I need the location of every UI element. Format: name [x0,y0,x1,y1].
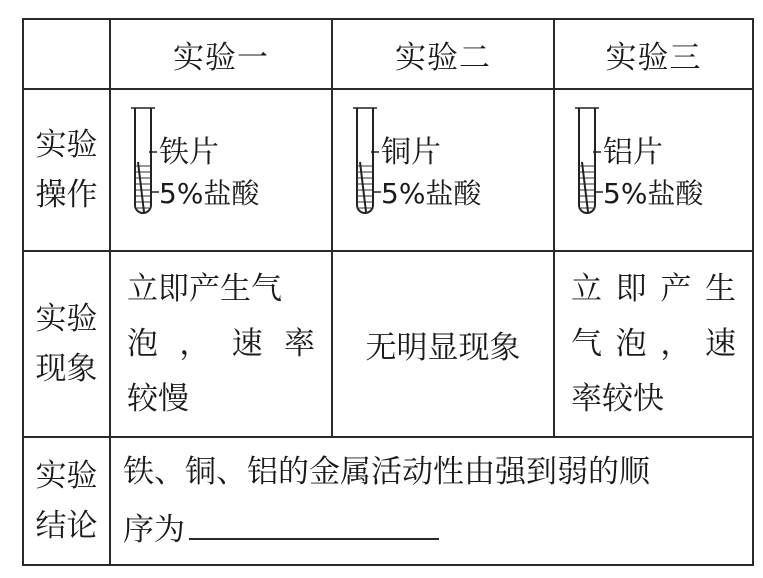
header-empty-cell [23,19,110,89]
test-tube-diagram-2 [333,90,555,250]
metal-label: 铁片 [159,135,219,170]
operation-label-line-2: 操作 [35,177,98,213]
phenomenon-cell-3 [554,251,753,437]
test-tube-icon [353,108,377,213]
phenomenon-3-line-1: 立即产生 [571,270,736,307]
phenomenon-label-line-2: 现象 [35,351,98,387]
conclusion-line-1: 铁、铜、铝的金属活动性由强到弱的顺 [123,454,650,490]
phenomenon-2-line-1: 无明显现象 [365,329,521,366]
conclusion-label-line-1: 实验 [35,458,98,494]
header-experiment-2: 实验二 [332,19,554,89]
conclusion-row-label [23,437,110,565]
operation-label-line-1: 实验 [35,127,98,163]
test-tube-diagram-1 [111,90,333,250]
test-tube-diagram-3 [555,90,754,250]
test-tube-icon [131,108,155,213]
phenomenon-1-line-2: 泡，速率 [127,325,315,362]
answer-blank-line[interactable] [189,510,439,540]
operation-row [23,89,753,251]
operation-cell-3 [554,89,753,251]
phenomenon-1-line-3: 较慢 [127,380,189,417]
conclusion-cell [110,437,753,565]
phenomenon-3-line-3: 率较快 [571,380,664,417]
header-row [23,19,753,89]
header-experiment-1: 实验一 [110,19,332,89]
conclusion-label-line-2: 结论 [35,508,98,544]
acid-label: 5%盐酸 [603,177,704,210]
header-experiment-3: 实验三 [554,19,753,89]
operation-row-label [23,89,110,251]
acid-label: 5%盐酸 [159,177,260,210]
phenomenon-row [23,251,753,437]
conclusion-line-2 [123,501,740,559]
operation-cell-1 [110,89,332,251]
test-tube-icon [575,108,599,213]
acid-label: 5%盐酸 [381,177,482,210]
conclusion-line-2-text: 序为 [123,512,185,548]
operation-cell-2 [332,89,554,251]
phenomenon-cell-1 [110,251,332,437]
phenomenon-label-line-1: 实验 [35,301,98,337]
experiment-table [22,18,754,566]
phenomenon-cell-2 [332,251,554,437]
metal-label: 铝片 [603,135,663,170]
phenomenon-3-line-2: 气泡，速 [571,325,736,362]
phenomenon-1-line-1: 立即产生气 [127,270,282,307]
metal-label: 铜片 [381,135,441,170]
conclusion-row [23,437,753,565]
phenomenon-row-label [23,251,110,437]
